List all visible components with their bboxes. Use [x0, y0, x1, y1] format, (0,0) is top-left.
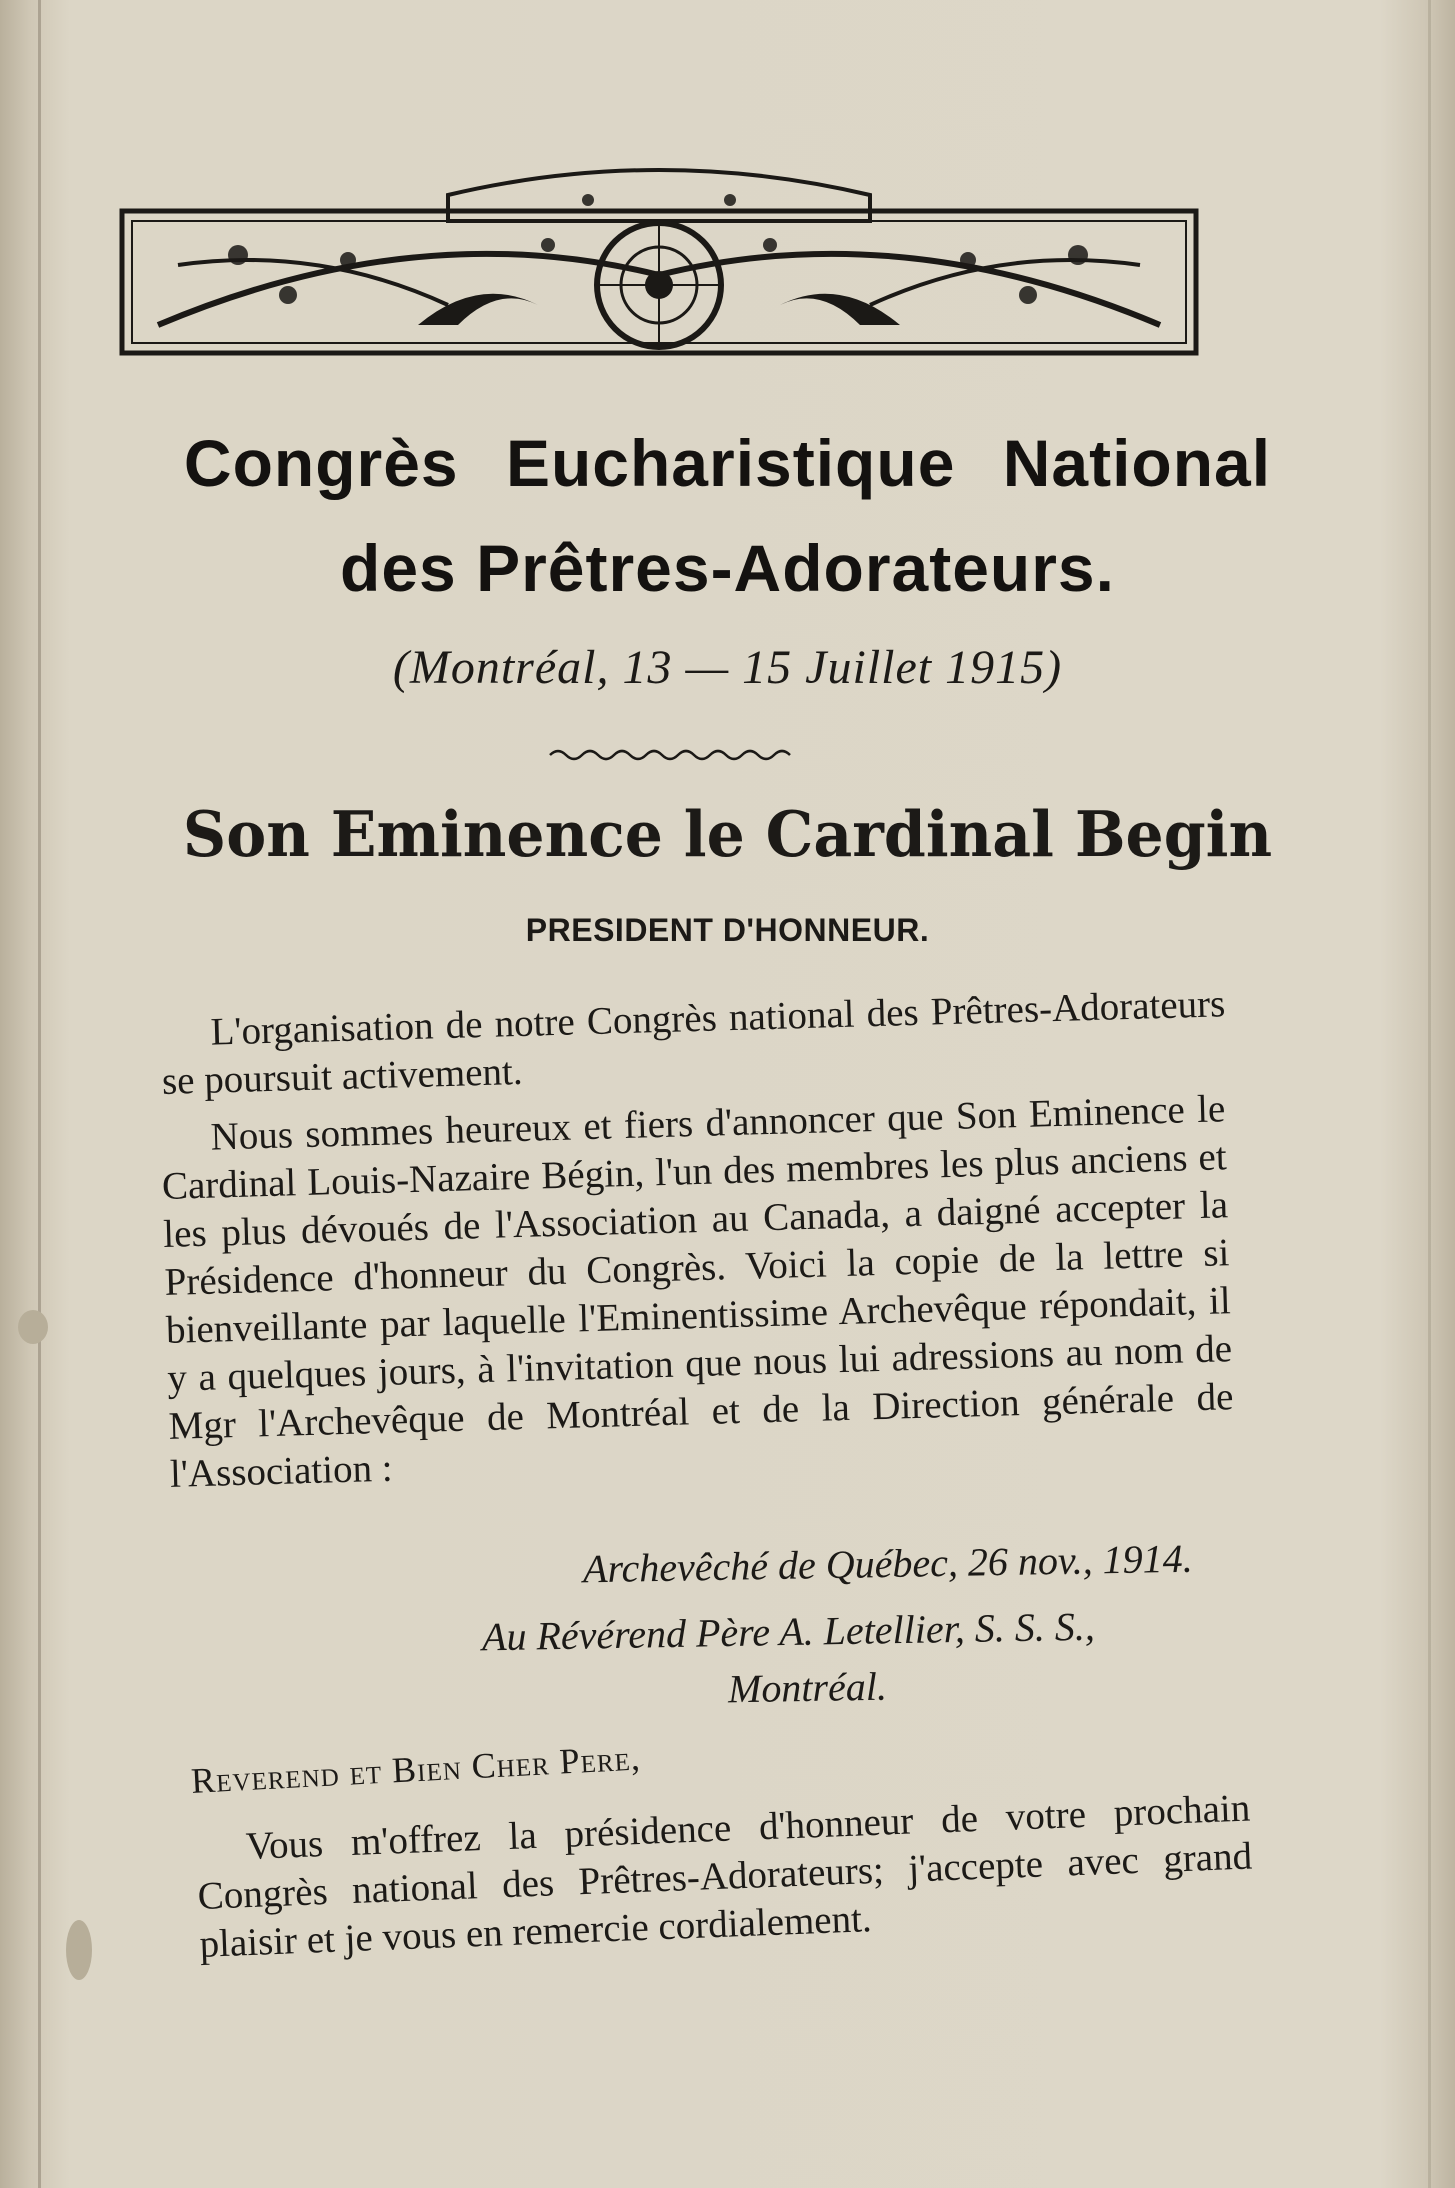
letter-addressee: Au Révérend Père A. Letellier, S. S. S., — [481, 1603, 1096, 1660]
page-title-line2: des Prêtres-Adorateurs. — [340, 531, 1115, 605]
decorative-divider-icon — [548, 748, 803, 762]
page-title-line1: Congrès Eucharistique National — [183, 426, 1272, 500]
binding-hole — [66, 1920, 92, 1980]
event-dateline: (Montréal, 13 — 15 Juillet 1915) — [392, 641, 1063, 694]
letter-city: Montréal. — [727, 1663, 888, 1712]
binding-hole — [18, 1310, 48, 1344]
ornamental-header-icon — [118, 155, 1200, 375]
honoree-subtitle: PRESIDENT D'HONNEUR. — [525, 912, 930, 948]
page-edge-line — [1428, 0, 1431, 2188]
letter-place-date: Archevêché de Québec, 26 nov., 1914. — [582, 1535, 1194, 1592]
letter-body — [195, 1785, 1256, 1995]
binding-edge-line — [38, 0, 41, 2188]
letter-body-text: Vous m'offrez la présidence d'honneur de votre prochain Congrès national des Prêtres-Adorateurs; j'accepte avec grand plaisir et je vous en remercie cordialement. — [196, 1786, 1253, 1966]
paragraph-text: Nous sommes heureux et fiers d'annoncer que Son Eminence le Cardinal Louis-Nazaire Bégin, l'un des membres les plus anciens et les plus dévoués de l'Association au Canada, a daigné accepter la Présidence d'honneur du Congrès. Voici la copie de la lettre si bienveillante par laquelle l'Eminentissime Archevêque répondait, il y a quelques jours, à l'invitation que nous lui adressions au nom de Mgr l'Archevêque de Montréal et de la Direction générale de l'Association : — [161, 1087, 1234, 1496]
paragraph-text: L'organisation de notre Congrès national des Prêtres-Adorateurs se poursuit activement. — [161, 982, 1226, 1103]
honoree-heading: Son Eminence le Cardinal Begin — [182, 798, 1273, 872]
paragraph — [160, 1085, 1236, 1525]
letter-salutation: Reverend et Bien Cher Pere, — [190, 1737, 642, 1801]
